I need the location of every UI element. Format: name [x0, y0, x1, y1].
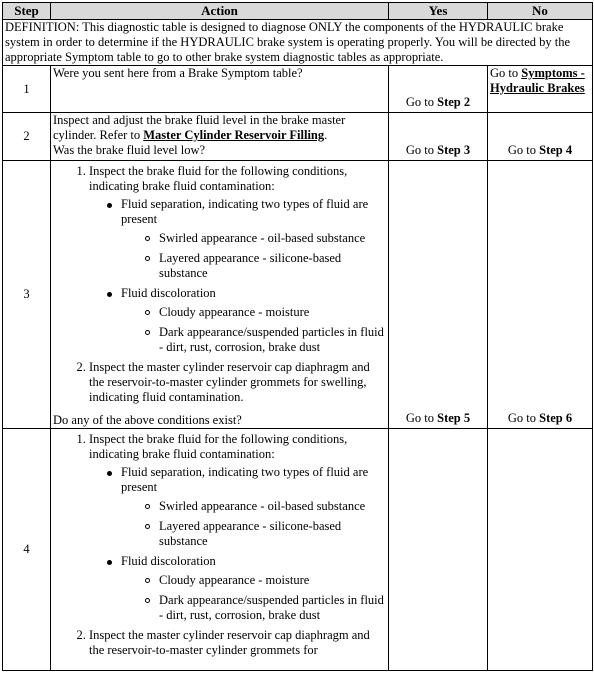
sub-condition-text: Layered appearance - silicone-based substance [159, 519, 342, 548]
no-prefix: Go to [507, 143, 540, 157]
condition-text: Fluid separation, indicating two types of fluid are present [121, 197, 369, 226]
step-number: 3 [3, 161, 51, 429]
sub-condition-text: Cloudy appearance - moisture [159, 305, 310, 319]
sub-condition-text: Dark appearance/suspended particles in fluid - dirt, rust, corrosion, brake dust [159, 593, 384, 622]
condition-text: Fluid discoloration [121, 554, 216, 568]
circle-bullet-icon [145, 598, 150, 603]
inspect-cap-text: Inspect the master cylinder reservoir cap diaphragm and the reservoir-to-master cylinder grommets for swelling, indicating fluid contamination. [89, 360, 370, 404]
step-question: Do any of the above conditions exist? [53, 413, 242, 427]
sub-condition-list [121, 499, 386, 549]
action-text: Inspect and adjust the brake fluid level in the brake master cylinder. Refer to [53, 113, 346, 142]
no-step-ref: Step 6 [539, 411, 573, 425]
sub-condition-text: Swirled appearance - oil-based substance [159, 499, 366, 513]
bullet-icon [107, 203, 112, 208]
inspect-fluid-text: Inspect the brake fluid for the following conditions, indicating brake fluid contamination: [89, 432, 348, 461]
action-cell [51, 161, 389, 429]
yes-prefix: Go to [405, 95, 438, 109]
list-item [145, 251, 386, 281]
bullet-icon [107, 471, 112, 476]
action-cell [51, 113, 389, 161]
list-item [107, 465, 386, 549]
list-item [145, 573, 386, 588]
sub-condition-text: Cloudy appearance - moisture [159, 573, 310, 587]
definition-row [3, 20, 593, 66]
definition-text: DEFINITION: This diagnostic table is designed to diagnose ONLY the components of the HYDRAULIC brake system in order to determine if the HYDRAULIC brake system is operating properly. You will be directed by the appropriate Symptom table to go to other brake system diagnostic tables as appropriate. [3, 20, 593, 66]
table-row [3, 66, 593, 113]
cut-off-spacer [53, 660, 386, 670]
list-item [107, 554, 386, 623]
yes-cell [389, 66, 488, 113]
circle-bullet-icon [145, 310, 150, 315]
sub-condition-text: Swirled appearance - oil-based substance [159, 231, 366, 245]
no-cell [488, 161, 593, 429]
action-cell [51, 429, 389, 671]
no-prefix: Go to [490, 66, 522, 80]
list-item [145, 499, 386, 514]
circle-bullet-icon [145, 578, 150, 583]
circle-bullet-icon [145, 504, 150, 509]
symptoms-hydraulic-brakes-link[interactable]: Symptoms - Hydraulic Brakes [490, 66, 585, 95]
list-item [89, 628, 386, 658]
yes-cell [389, 429, 488, 671]
diagnostic-table [2, 2, 593, 671]
action-cell: Were you sent here from a Brake Symptom table? [51, 66, 389, 113]
condition-list [89, 197, 386, 355]
yes-cell [389, 113, 488, 161]
step-question: Was the brake fluid level low? [53, 143, 206, 157]
yes-step-ref: Step 2 [437, 95, 471, 109]
circle-bullet-icon [145, 256, 150, 261]
list-item [145, 305, 386, 320]
yes-prefix: Go to [405, 411, 438, 425]
header-action: Action [51, 3, 389, 20]
circle-bullet-icon [145, 236, 150, 241]
table-row [3, 113, 593, 161]
no-prefix: Go to [507, 411, 540, 425]
yes-step-ref: Step 5 [437, 411, 471, 425]
step-number: 2 [3, 113, 51, 161]
inspect-fluid-text: Inspect the brake fluid for the following conditions, indicating brake fluid contamination: [89, 164, 348, 193]
action-text-end: . [324, 128, 328, 142]
list-item [145, 519, 386, 549]
action-list [53, 164, 386, 405]
no-step-ref: Step 4 [539, 143, 573, 157]
sub-condition-list [121, 305, 386, 355]
list-item [145, 325, 386, 355]
step-number: 1 [3, 66, 51, 113]
master-cylinder-reservoir-filling-link[interactable]: Master Cylinder Reservoir Filling [143, 128, 325, 142]
circle-bullet-icon [145, 330, 150, 335]
yes-cell [389, 161, 488, 429]
no-cell [488, 113, 593, 161]
table-row [3, 429, 593, 671]
condition-text: Fluid discoloration [121, 286, 216, 300]
list-item [107, 286, 386, 355]
table-row [3, 161, 593, 429]
bullet-icon [107, 560, 112, 565]
step-number: 4 [3, 429, 51, 671]
list-item [89, 164, 386, 355]
sub-condition-list [121, 573, 386, 623]
circle-bullet-icon [145, 524, 150, 529]
list-item [89, 360, 386, 405]
header-yes: Yes [389, 3, 488, 20]
no-cell [488, 429, 593, 671]
table-header-row [3, 3, 593, 20]
condition-text: Fluid separation, indicating two types of fluid are present [121, 465, 369, 494]
header-step: Step [3, 3, 51, 20]
bullet-icon [107, 292, 112, 297]
list-item [89, 432, 386, 623]
sub-condition-list [121, 231, 386, 281]
list-item [145, 593, 386, 623]
list-item [107, 197, 386, 281]
inspect-cap-text: Inspect the master cylinder reservoir cap diaphragm and the reservoir-to-master cylinder grommets for [89, 628, 370, 657]
yes-prefix: Go to [405, 143, 438, 157]
condition-list [89, 465, 386, 623]
header-no: No [488, 3, 593, 20]
no-cell [488, 66, 593, 113]
list-item [145, 231, 386, 246]
yes-step-ref: Step 3 [437, 143, 471, 157]
action-list [53, 432, 386, 658]
sub-condition-text: Layered appearance - silicone-based substance [159, 251, 342, 280]
sub-condition-text: Dark appearance/suspended particles in fluid - dirt, rust, corrosion, brake dust [159, 325, 384, 354]
